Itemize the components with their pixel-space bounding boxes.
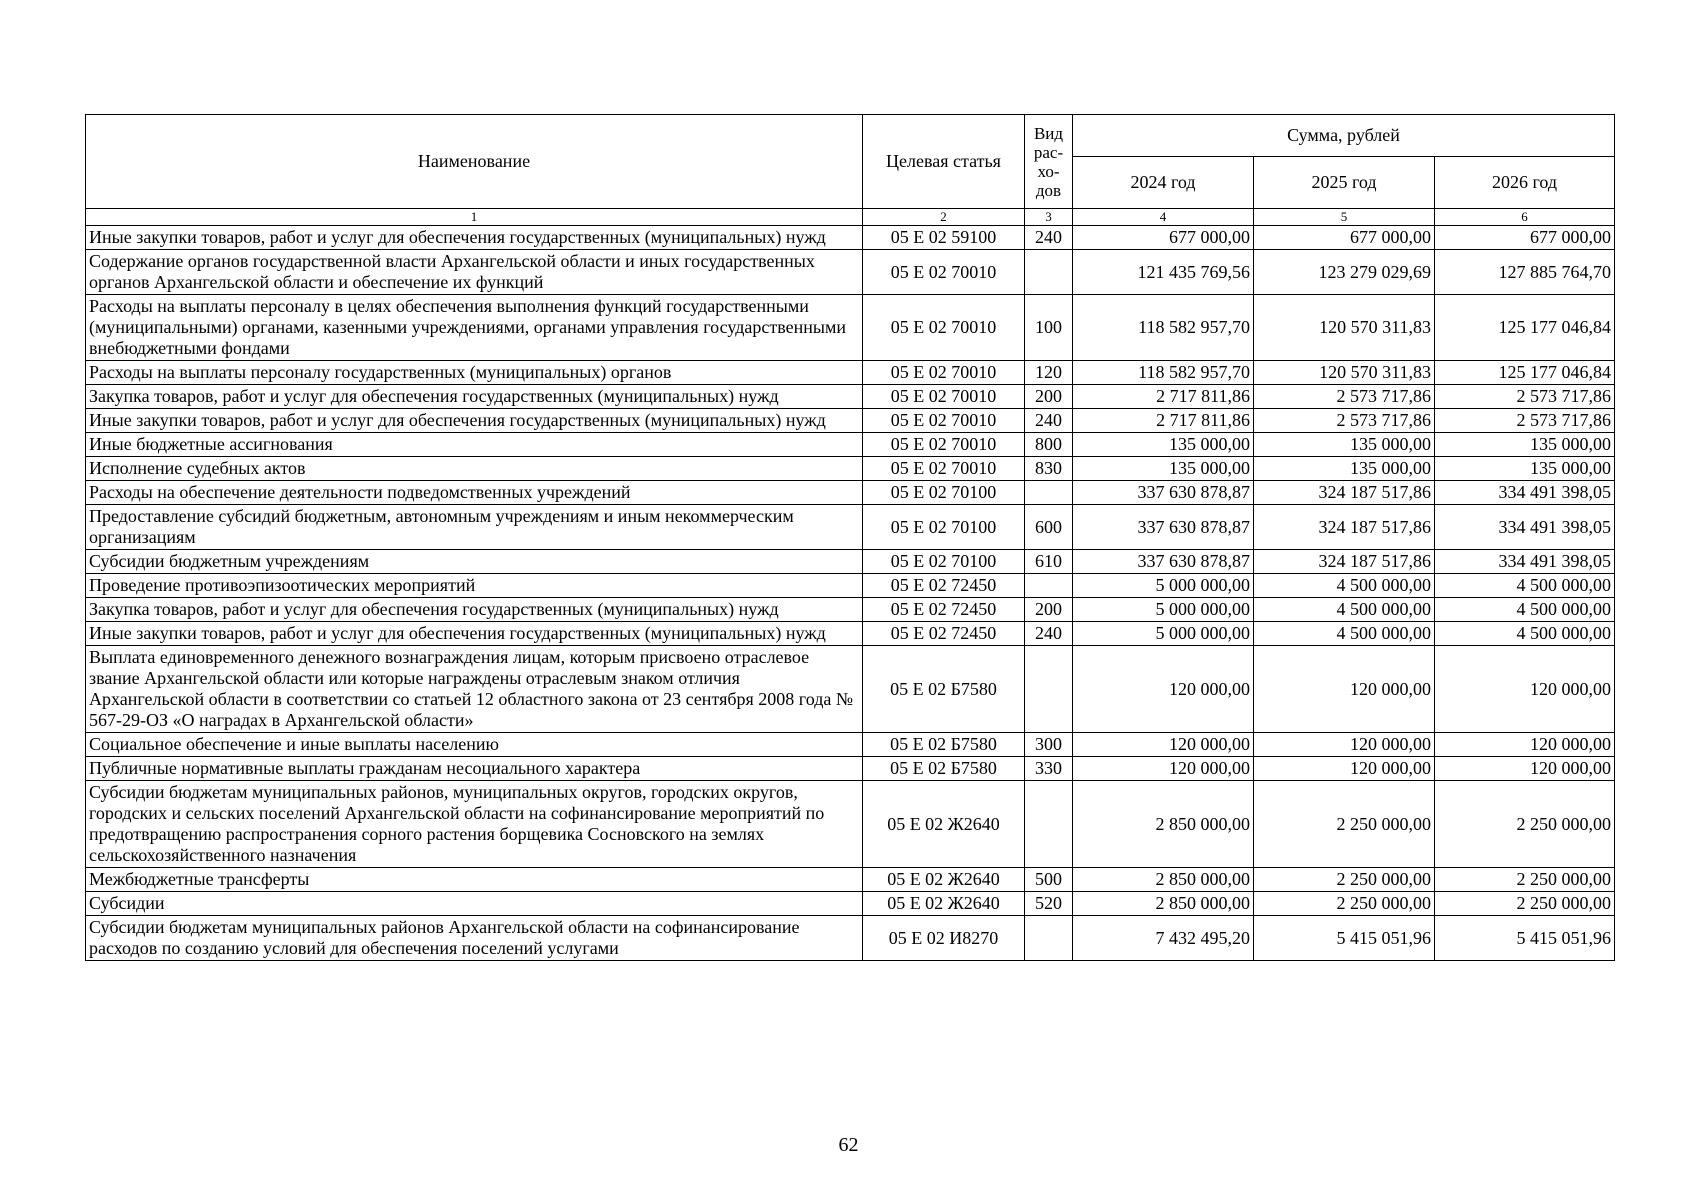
column-number: 1 [86,209,863,226]
amount-2025-cell: 2 250 000,00 [1254,892,1435,916]
target-article-cell: 05 Е 02 72450 [863,622,1025,646]
amount-2024-cell: 5 000 000,00 [1073,598,1254,622]
expense-kind-cell: 520 [1025,892,1073,916]
row-name-cell: Проведение противоэпизоотических мероприятий [86,574,863,598]
amount-2026-cell: 125 177 046,84 [1435,361,1615,385]
expense-kind-cell [1025,781,1073,868]
amount-2024-cell: 2 850 000,00 [1073,781,1254,868]
amount-2026-cell: 334 491 398,05 [1435,550,1615,574]
amount-2024-cell: 121 435 769,56 [1073,250,1254,295]
column-number: 3 [1025,209,1073,226]
target-article-cell: 05 Е 02 70010 [863,250,1025,295]
table-row [86,505,1615,550]
table-row [86,226,1615,250]
row-name-cell: Субсидии [86,892,863,916]
target-article-cell: 05 Е 02 И8270 [863,916,1025,961]
table-row [86,250,1615,295]
column-numbers-row [86,209,1615,226]
expense-kind-cell: 600 [1025,505,1073,550]
amount-2025-cell: 4 500 000,00 [1254,622,1435,646]
expense-kind-cell: 610 [1025,550,1073,574]
amount-2026-cell: 135 000,00 [1435,457,1615,481]
amount-2024-cell: 2 850 000,00 [1073,892,1254,916]
target-article-cell: 05 Е 02 72450 [863,598,1025,622]
target-article-cell: 05 Е 02 70010 [863,361,1025,385]
table-row [86,646,1615,733]
row-name-cell: Субсидии бюджетным учреждениям [86,550,863,574]
amount-2024-cell: 5 000 000,00 [1073,574,1254,598]
row-name-cell: Содержание органов государственной власти Архангельской области и иных государственных органов Архангельской области и обеспечение их функций [86,250,863,295]
target-article-cell: 05 Е 02 70100 [863,550,1025,574]
header-year-2026: 2026 год [1435,157,1615,209]
header-expense-kind: Вид рас- хо- дов [1025,115,1073,209]
table-row [86,574,1615,598]
amount-2026-cell: 125 177 046,84 [1435,295,1615,361]
amount-2024-cell: 118 582 957,70 [1073,361,1254,385]
table-row [86,868,1615,892]
target-article-cell: 05 Е 02 70010 [863,457,1025,481]
amount-2025-cell: 120 000,00 [1254,646,1435,733]
target-article-cell: 05 Е 02 Б7580 [863,757,1025,781]
amount-2025-cell: 135 000,00 [1254,457,1435,481]
row-name-cell: Иные закупки товаров, работ и услуг для обеспечения государственных (муниципальных) нужд [86,409,863,433]
page-number: 62 [838,1134,859,1156]
amount-2026-cell: 5 415 051,96 [1435,916,1615,961]
table-row [86,385,1615,409]
row-name-cell: Расходы на выплаты персоналу государственных (муниципальных) органов [86,361,863,385]
table-row [86,361,1615,385]
row-name-cell: Межбюджетные трансферты [86,868,863,892]
target-article-cell: 05 Е 02 Ж2640 [863,892,1025,916]
column-number: 4 [1073,209,1254,226]
row-name-cell: Предоставление субсидий бюджетным, автономным учреждениям и иным некоммерческим организациям [86,505,863,550]
expense-kind-cell: 330 [1025,757,1073,781]
target-article-cell: 05 Е 02 59100 [863,226,1025,250]
amount-2026-cell: 127 885 764,70 [1435,250,1615,295]
amount-2026-cell: 2 573 717,86 [1435,385,1615,409]
amount-2025-cell: 2 250 000,00 [1254,868,1435,892]
row-name-cell: Выплата единовременного денежного вознаграждения лицам, которым присвоено отраслевое звание Архангельской области или которые награждены отраслевым знаком отличия Архангельской области в соответствии со статьей 12 областного закона от 23 сентября 2008 года № 567-29-ОЗ «О наградах в Архангельской области» [86,646,863,733]
expense-kind-cell: 120 [1025,361,1073,385]
amount-2025-cell: 324 187 517,86 [1254,481,1435,505]
table-row [86,433,1615,457]
target-article-cell: 05 Е 02 Ж2640 [863,868,1025,892]
expense-kind-cell: 200 [1025,598,1073,622]
amount-2025-cell: 120 000,00 [1254,757,1435,781]
row-name-cell: Социальное обеспечение и иные выплаты населению [86,733,863,757]
amount-2024-cell: 120 000,00 [1073,646,1254,733]
amount-2024-cell: 135 000,00 [1073,433,1254,457]
amount-2026-cell: 120 000,00 [1435,733,1615,757]
amount-2024-cell: 7 432 495,20 [1073,916,1254,961]
amount-2025-cell: 123 279 029,69 [1254,250,1435,295]
table-row [86,916,1615,961]
amount-2025-cell: 2 573 717,86 [1254,409,1435,433]
target-article-cell: 05 Е 02 Б7580 [863,646,1025,733]
amount-2026-cell: 334 491 398,05 [1435,481,1615,505]
row-name-cell: Иные бюджетные ассигнования [86,433,863,457]
amount-2025-cell: 120 570 311,83 [1254,361,1435,385]
amount-2026-cell: 2 250 000,00 [1435,868,1615,892]
amount-2025-cell: 324 187 517,86 [1254,550,1435,574]
expense-kind-cell: 240 [1025,622,1073,646]
expense-kind-cell: 240 [1025,226,1073,250]
amount-2024-cell: 5 000 000,00 [1073,622,1254,646]
expense-kind-cell: 100 [1025,295,1073,361]
amount-2025-cell: 120 570 311,83 [1254,295,1435,361]
header-target-article: Целевая статья [863,115,1025,209]
amount-2025-cell: 4 500 000,00 [1254,574,1435,598]
table-row [86,295,1615,361]
target-article-cell: 05 Е 02 70100 [863,481,1025,505]
amount-2024-cell: 118 582 957,70 [1073,295,1254,361]
amount-2024-cell: 120 000,00 [1073,733,1254,757]
amount-2025-cell: 677 000,00 [1254,226,1435,250]
target-article-cell: 05 Е 02 70010 [863,385,1025,409]
row-name-cell: Субсидии бюджетам муниципальных районов Архангельской области на софинансирование расходов по созданию условий для обеспечения поселений услугами [86,916,863,961]
expense-kind-cell [1025,481,1073,505]
target-article-cell: 05 Е 02 Б7580 [863,733,1025,757]
amount-2025-cell: 2 573 717,86 [1254,385,1435,409]
row-name-cell: Расходы на выплаты персоналу в целях обеспечения выполнения функций государственными (муниципальными) органами, казенными учреждениями, органами управления государственными внебюджетными фондами [86,295,863,361]
amount-2026-cell: 2 573 717,86 [1435,409,1615,433]
amount-2026-cell: 334 491 398,05 [1435,505,1615,550]
amount-2024-cell: 2 717 811,86 [1073,409,1254,433]
amount-2024-cell: 135 000,00 [1073,457,1254,481]
expense-kind-cell: 830 [1025,457,1073,481]
table-body [86,226,1615,961]
expense-kind-cell [1025,916,1073,961]
target-article-cell: 05 Е 02 72450 [863,574,1025,598]
amount-2024-cell: 2 717 811,86 [1073,385,1254,409]
amount-2025-cell: 120 000,00 [1254,733,1435,757]
amount-2024-cell: 337 630 878,87 [1073,550,1254,574]
expense-kind-cell [1025,250,1073,295]
table-row [86,781,1615,868]
table-row [86,733,1615,757]
row-name-cell: Закупка товаров, работ и услуг для обеспечения государственных (муниципальных) нужд [86,385,863,409]
column-number: 5 [1254,209,1435,226]
amount-2025-cell: 5 415 051,96 [1254,916,1435,961]
amount-2026-cell: 120 000,00 [1435,646,1615,733]
target-article-cell: 05 Е 02 70010 [863,295,1025,361]
amount-2024-cell: 677 000,00 [1073,226,1254,250]
column-number: 6 [1435,209,1615,226]
amount-2025-cell: 2 250 000,00 [1254,781,1435,868]
amount-2024-cell: 2 850 000,00 [1073,868,1254,892]
amount-2026-cell: 2 250 000,00 [1435,892,1615,916]
target-article-cell: 05 Е 02 70010 [863,433,1025,457]
amount-2026-cell: 4 500 000,00 [1435,622,1615,646]
target-article-cell: 05 Е 02 Ж2640 [863,781,1025,868]
table-row [86,757,1615,781]
table-row [86,457,1615,481]
amount-2026-cell: 120 000,00 [1435,757,1615,781]
expense-kind-cell [1025,574,1073,598]
amount-2026-cell: 4 500 000,00 [1435,574,1615,598]
target-article-cell: 05 Е 02 70010 [863,409,1025,433]
amount-2025-cell: 4 500 000,00 [1254,598,1435,622]
header-name: Наименование [86,115,863,209]
row-name-cell: Иные закупки товаров, работ и услуг для обеспечения государственных (муниципальных) нужд [86,226,863,250]
amount-2024-cell: 337 630 878,87 [1073,481,1254,505]
amount-2024-cell: 337 630 878,87 [1073,505,1254,550]
amount-2026-cell: 4 500 000,00 [1435,598,1615,622]
row-name-cell: Расходы на обеспечение деятельности подведомственных учреждений [86,481,863,505]
amount-2025-cell: 324 187 517,86 [1254,505,1435,550]
expense-kind-cell: 300 [1025,733,1073,757]
header-year-2025: 2025 год [1254,157,1435,209]
row-name-cell: Закупка товаров, работ и услуг для обеспечения государственных (муниципальных) нужд [86,598,863,622]
column-number: 2 [863,209,1025,226]
amount-2026-cell: 677 000,00 [1435,226,1615,250]
amount-2026-cell: 2 250 000,00 [1435,781,1615,868]
expense-kind-cell: 240 [1025,409,1073,433]
row-name-cell: Субсидии бюджетам муниципальных районов, муниципальных округов, городских округов, городских и сельских поселений Архангельской области на софинансирование мероприятий по предотвращению распространения сорного растения борщевика Сосновского на землях сельскохозяйственного назначения [86,781,863,868]
table-header [86,115,1615,226]
header-sum: Сумма, рублей [1073,115,1615,157]
table-row [86,622,1615,646]
amount-2026-cell: 135 000,00 [1435,433,1615,457]
expense-kind-cell: 800 [1025,433,1073,457]
table-row [86,892,1615,916]
expense-kind-cell: 200 [1025,385,1073,409]
table-row [86,598,1615,622]
table-row [86,409,1615,433]
amount-2025-cell: 135 000,00 [1254,433,1435,457]
budget-table [85,114,1615,961]
row-name-cell: Исполнение судебных актов [86,457,863,481]
expense-kind-cell [1025,646,1073,733]
amount-2024-cell: 120 000,00 [1073,757,1254,781]
table-row [86,481,1615,505]
table-row [86,550,1615,574]
row-name-cell: Иные закупки товаров, работ и услуг для обеспечения государственных (муниципальных) нужд [86,622,863,646]
expense-kind-cell: 500 [1025,868,1073,892]
header-year-2024: 2024 год [1073,157,1254,209]
row-name-cell: Публичные нормативные выплаты гражданам несоциального характера [86,757,863,781]
target-article-cell: 05 Е 02 70100 [863,505,1025,550]
